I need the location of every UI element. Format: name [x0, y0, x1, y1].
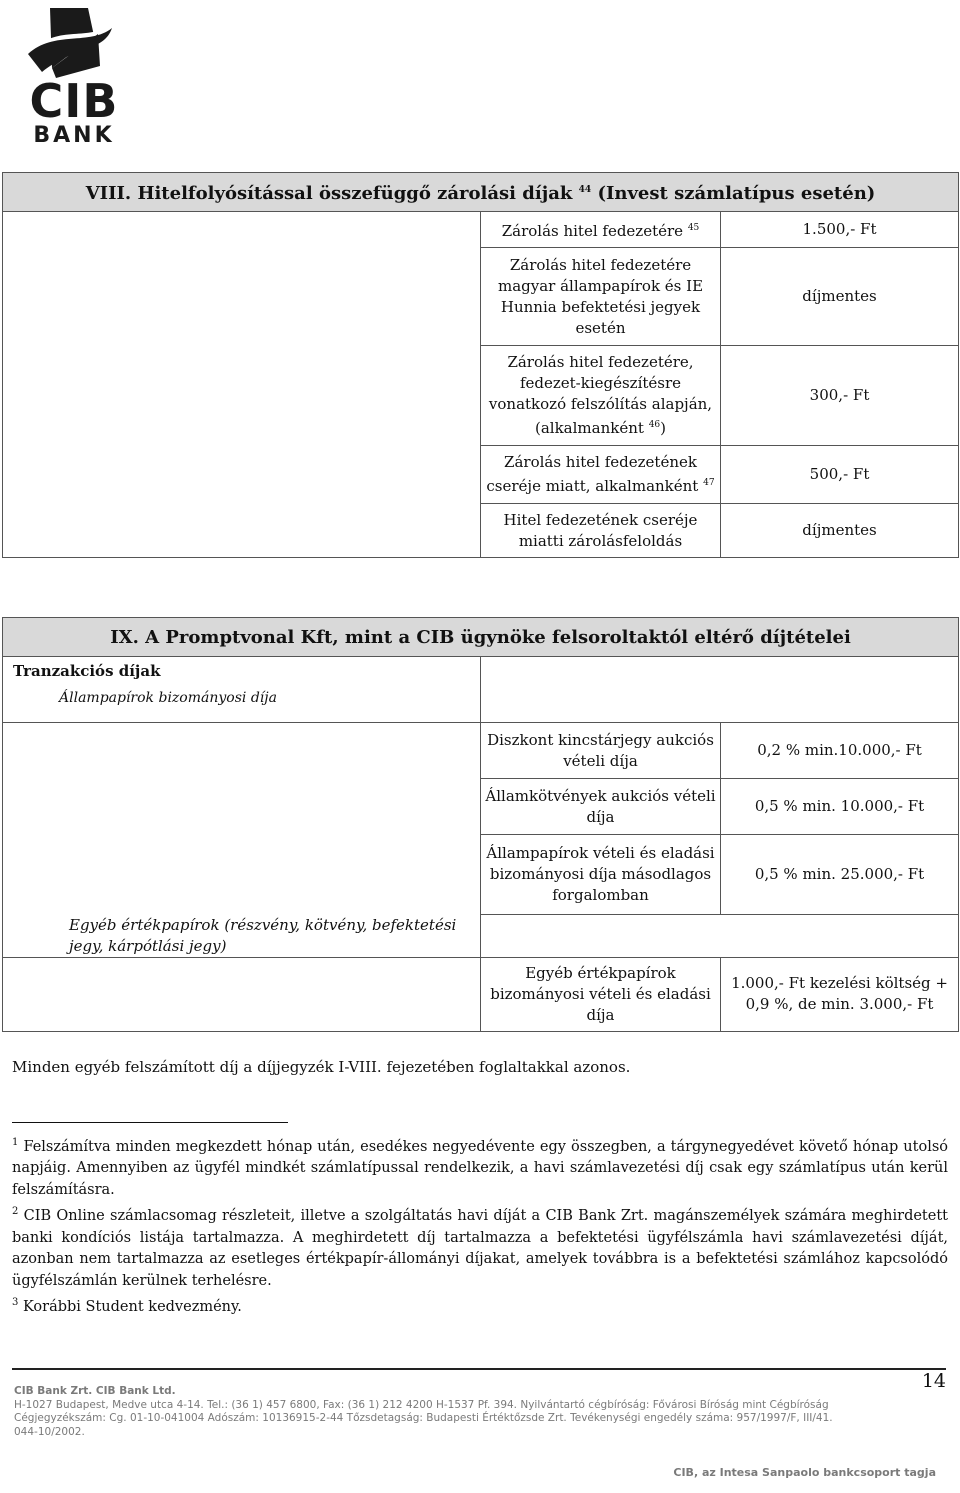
footer — [14, 1385, 934, 1439]
fee-label: Zárolás hitel fedezetének cseréje miatt, alkalmanként $^{47}$ — [481, 446, 721, 504]
empty-cell — [3, 212, 481, 558]
footer-company: CIB Bank Zrt. CIB Bank Ltd. — [14, 1385, 176, 1397]
footnote: $^1$ Felszámítva minden megkezdett hónap után, esedékes negyedévente egy összegben, a tárgynegyedévet követő hónap utolsó napjáig. Amennyiben az ügyfél mindkét számlatípussal rendelkezik, a havi számlavezetési díj csak egy számlatípus után kerül felszámításra. — [12, 1137, 949, 1198]
fee-value: 300,- Ft — [721, 346, 959, 446]
fee-label: Diszkont kincstárjegy aukciós vételi díja — [481, 723, 721, 779]
subgroup-title: Egyéb értékpapírok (részvény, kötvény, befektetési jegy, kárpótlási jegy) — [3, 915, 481, 958]
fee-value: díjmentes — [721, 504, 959, 558]
footnote: $^3$ Korábbi Student kedvezmény. — [12, 1297, 242, 1315]
footer-registration: Cégjegyzékszám: Cg. 01-10-041004 Adószám: 10136915-2-44 Tőzsdetagság: Budapesti Értéktőzsde Zrt. Tevékenységi engedély száma: 957/1997/F, III/41. — [14, 1412, 833, 1424]
general-note: Minden egyéb felszámított díj a díjjegyzék I-VIII. fejezetében foglaltakkal azonos. — [12, 1058, 631, 1076]
footnotes — [12, 1132, 948, 1318]
logo-bank-text: BANK — [33, 123, 115, 148]
fee-label: Egyéb értékpapírok bizományosi vételi és eladási díja — [481, 957, 721, 1031]
section-8-table — [2, 172, 959, 558]
footnote-separator — [12, 1122, 288, 1123]
section-9-table — [2, 617, 959, 1032]
fee-label: Államkötvények aukciós vételi díja — [481, 779, 721, 835]
logo-cib-text: CIB — [29, 74, 119, 128]
fee-label: Zárolás hitel fedezetére, fedezet-kiegészítésre vonatkozó felszólítás alapján, (alkalmanként $^{46}$) — [481, 346, 721, 446]
cib-bank-logo — [12, 6, 137, 148]
fee-value: 1.500,- Ft — [721, 212, 959, 248]
footer-tagline: CIB, az Intesa Sanpaolo bankcsoport tagja — [673, 1466, 936, 1479]
fee-label: Zárolás hitel fedezetére $^{45}$ — [481, 212, 721, 248]
empty-cell — [481, 657, 959, 723]
fee-label: Zárolás hitel fedezetére magyar állampapírok és IE Hunnia befektetési jegyek esetén — [481, 248, 721, 346]
swirl-emblem-icon — [12, 6, 137, 81]
group-cell — [3, 657, 481, 723]
empty-cell — [3, 723, 481, 915]
fee-value: díjmentes — [721, 248, 959, 346]
page-number: 14 — [921, 1370, 946, 1392]
empty-cell — [3, 957, 481, 1031]
fee-label: Hitel fedezetének cseréje miatti zárolásfeloldás — [481, 504, 721, 558]
section-8-title: VIII. Hitelfolyósítással összefüggő zárolási díjak $^{44}$ (Invest számlatípus esetén) — [3, 173, 959, 212]
footer-address: H-1027 Budapest, Medve utca 4-14. Tel.: (36 1) 457 6800, Fax: (36 1) 212 4200 H-1537 Pf. 394. Nyilvántartó cégbíróság: Fővárosi Bíróság mint Cégbíróság — [14, 1398, 829, 1411]
section-9-title: IX. A Promptvonal Kft, mint a CIB ügynöke felsoroltaktól eltérő díjtételei — [3, 618, 959, 657]
fee-value: 500,- Ft — [721, 446, 959, 504]
footer-license: 044-10/2002. — [14, 1425, 85, 1438]
group-title: Tranzakciós díjak — [13, 662, 161, 680]
fee-label: Állampapírok vételi és eladási bizományosi díja másodlagos forgalomban — [481, 835, 721, 915]
fee-value: 1.000,- Ft kezelési költség + 0,9 %, de min. 3.000,- Ft — [721, 957, 959, 1031]
subgroup-title: Állampapírok bizományosi díja — [59, 690, 277, 706]
fee-value: 0,5 % min. 25.000,- Ft — [721, 835, 959, 915]
footnote: $^2$ CIB Online számlacsomag részleteit, illetve a szolgáltatás havi díját a CIB Bank Zrt. magánszemélyek számára meghirdetett banki kondíciós listája tartalmazza. A meghirdetett díj tartalmazza a befektetési ügyfélszámla havi számlavezetési díját, azonban nem tartalmazza az esetleges értékpapír-állományi díjakat, amelyek továbbra is a befektetési számlához kapcsolódó ügyfélszámlán kerülnek terhelésre. — [12, 1206, 948, 1289]
empty-cell — [481, 915, 959, 958]
fee-value: 0,2 % min.10.000,- Ft — [721, 723, 959, 779]
footer-rule — [12, 1368, 946, 1370]
fee-value: 0,5 % min. 10.000,- Ft — [721, 779, 959, 835]
